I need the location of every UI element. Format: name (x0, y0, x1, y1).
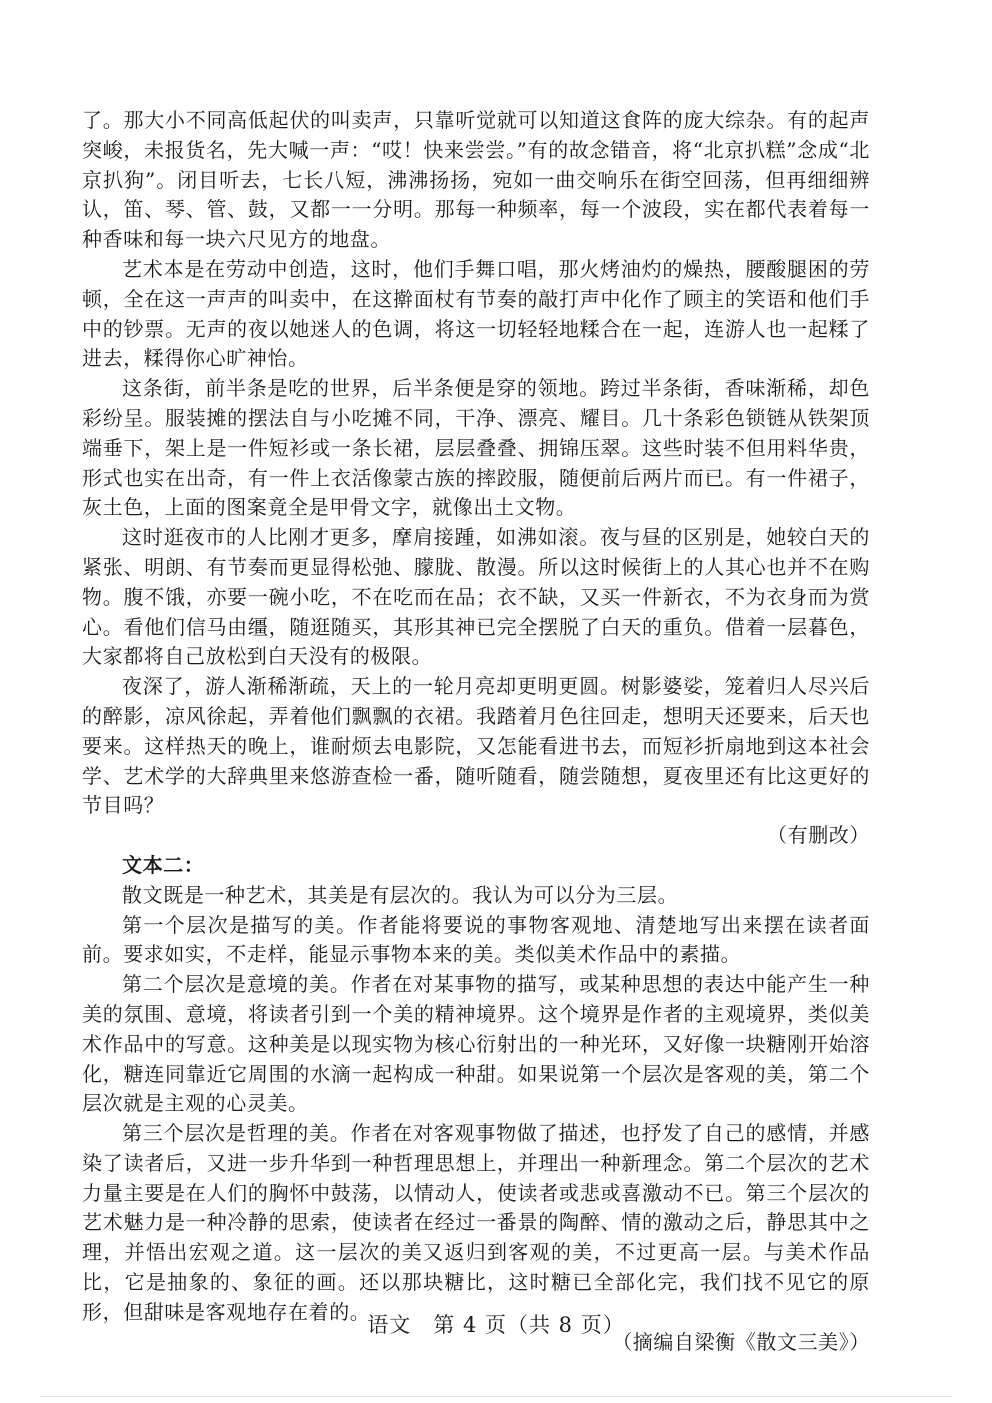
text1-paragraph-4: 这时逛夜市的人比刚才更多，摩肩接踵，如沸如滚。夜与昼的区别是，她较白天的紧张、明朗、有节奏而更显得松弛、朦胧、散漫。所以这时候街上的人其心也并不在购物。腹不饿，亦要一碗小吃，不在吃而在品；衣不缺，又买一件新衣，不为衣身而为赏心。看他们信马由缰，随逛随买，其形其神已完全摆脱了白天的重负。借着一层暮色，大家都将自己放松到白天没有的极限。 (82, 525, 870, 669)
text1-edit-note: （有删改） (767, 823, 870, 848)
text2-paragraph-1: 散文既是一种艺术，其美是有层次的。我认为可以分为三层。 (122, 882, 679, 907)
text2-paragraph-3: 第二个层次是意境的美。作者在对某事物的描写，或某种思想的表达中能产生一种美的氛围、意境，将读者引到一个美的精神境界。这个境界是作者的主观境界，类似美术作品中的写意。这种美是以现实物为核心衍射出的一种光环，又好像一块糖刚开始溶化，糖连同靠近它周围的水滴一起构成一种甜。如果说第一个层次是客观的美，第二个层次就是主观的心灵美。 (82, 972, 870, 1116)
text1-paragraph-5: 夜深了，游人渐稀渐疏，天上的一轮月亮却更明更圆。树影婆娑，笼着归人尽兴后的醉影，凉风徐起，弄着他们飘飘的衣裙。我踏着月色往回走，想明天还要来，后天也要来。这样热天的晚上，谁耐烦去电影院，又怎能看进书去，而短衫折扇地到这本社会学、艺术学的大辞典里来悠游查检一番，随听随看，随尝随想，夏夜里还有比这更好的节目吗？ (82, 674, 870, 818)
text2-paragraph-4: 第三个层次是哲理的美。作者在对客观事物做了描述，也抒发了自己的感情，并感染了读者后，又进一步升华到一种哲理思想上，并理出一种新理念。第二个层次的艺术力量主要是在人们的胸怀中鼓荡，以情动人，使读者或悲或喜激动不已。第三个层次的艺术魅力是一种冷静的思索，使读者在经过一番景的陶醉、情的激动之后，静思其中之理，并悟出宏观之道。这一层次的美又返归到客观的美，不过更高一层。与美术作品比，它是抽象的、象征的画。还以那块糖比，这时糖已全部化完，我们找不见它的原形，但甜味是客观地存在着的。 (82, 1121, 870, 1324)
text2-source: （摘编自梁衡《散文三美》） (612, 1329, 870, 1354)
text1-paragraph-3: 这条街，前半条是吃的世界，后半条便是穿的领地。跨过半条街，香味渐稀，却色彩纷呈。服装摊的摆法自与小吃摊不同，干净、漂亮、耀目。几十条彩色锁链从铁架顶端垂下，架上是一件短衫或一条长裙，层层叠叠、拥锦压翠。这些时装不但用料华贵，形式也实在出奇，有一件上衣活像蒙古族的摔跤服，随便前后两片而已。有一件裙子，灰土色，上面的图案竟全是甲骨文字，就像出土文物。 (82, 376, 870, 520)
reading-passage (82, 106, 870, 1357)
page-footer: 语文 第 4 页（共 8 页） (367, 1313, 625, 1337)
text1-paragraph-2: 艺术本是在劳动中创造，这时，他们手舞口唱，那火烤油灼的燥热，腰酸腿困的劳顿，全在这一声声的叫卖中，在这擀面杖有节奏的敲打声中化作了顾主的笑语和他们手中的钞票。无声的夜以她迷人的色调，将这一切轻轻地糅合在一起，连游人也一起糅了进去，糅得你心旷神怡。 (82, 256, 870, 371)
bottom-divider (40, 1396, 952, 1397)
text2-paragraph-2: 第一个层次是描写的美。作者能将要说的事物客观地、清楚地写出来摆在读者面前。要求如实，不走样，能显示事物本来的美。类似美术作品中的素描。 (82, 912, 870, 967)
text2-heading: 文本二： (122, 852, 205, 877)
text1-paragraph-1-continued: 了。那大小不同高低起伏的叫卖声，只靠听觉就可以知道这食阵的庞大综杂。有的起声突峻，未报货名，先大喊一声：“哎！快来尝尝。”有的故念错音，将“北京扒糕”念成“北京扒狗”。闭目听去，七长八短，沸沸扬扬，宛如一曲交响乐在街空回荡，但再细细辨认，笛、琴、管、鼓，又都一一分明。那每一种频率，每一个波段，实在都代表着每一种香味和每一块六尺见方的地盘。 (82, 108, 870, 252)
